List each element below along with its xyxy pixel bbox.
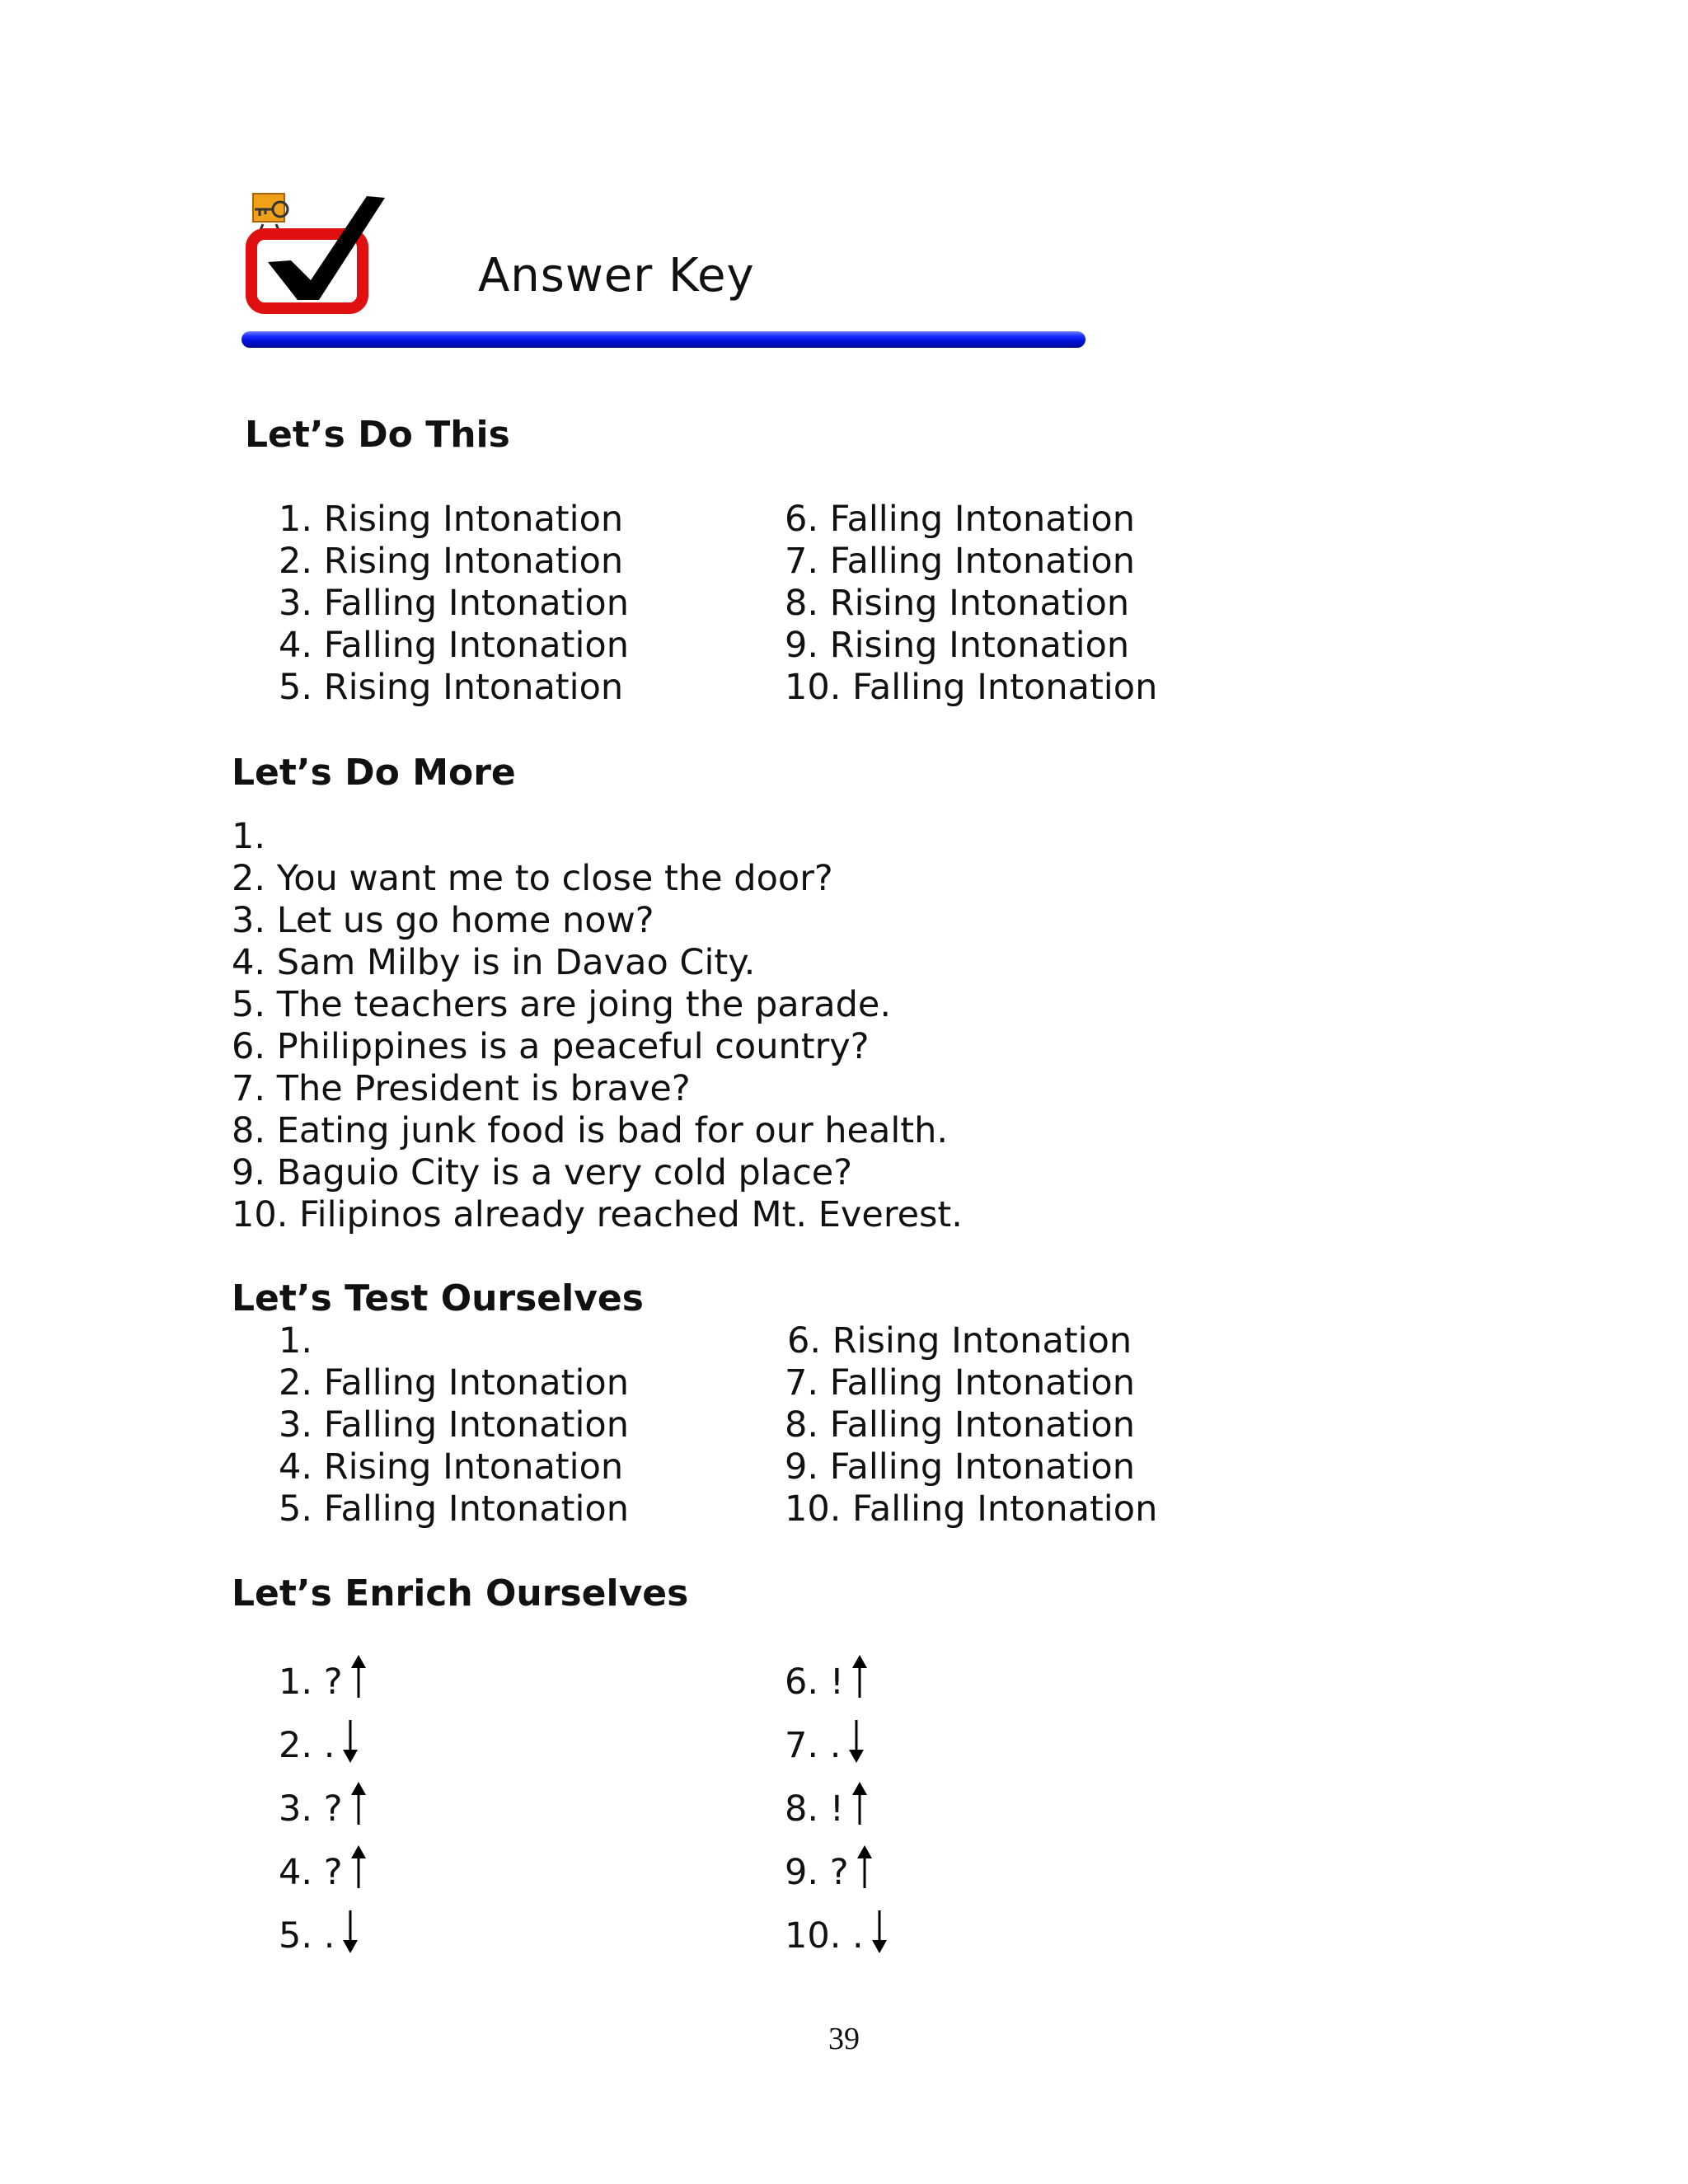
list-item	[279, 1909, 359, 1957]
section-heading-do-this: Let’s Do This	[245, 414, 510, 456]
list-item: 5. Falling Intonation	[279, 1488, 629, 1530]
list-item-label: 1. ?	[279, 1661, 343, 1703]
list-item: 3. Falling Intonation	[279, 583, 629, 624]
list-item: 9. Falling Intonation	[785, 1446, 1135, 1488]
list-item: 6. Rising Intonation	[787, 1320, 1132, 1361]
list-item: 1.	[279, 1320, 313, 1361]
list-item-label: 6. !	[785, 1661, 844, 1703]
section-heading-enrich-ourselves: Let’s Enrich Ourselves	[232, 1572, 689, 1615]
list-item: 3. Falling Intonation	[279, 1404, 629, 1446]
arrow-down-icon	[341, 1718, 359, 1763]
list-item: 6. Philippines is a peaceful country?	[232, 1026, 870, 1067]
list-item: 8. Falling Intonation	[785, 1404, 1135, 1446]
list-item-label: 9. ?	[785, 1852, 849, 1893]
page-title: Answer Key	[478, 249, 755, 302]
arrow-up-icon	[851, 1655, 869, 1699]
list-item: 9. Baguio City is a very cold place?	[232, 1152, 853, 1193]
list-item: 2. Falling Intonation	[279, 1362, 629, 1404]
list-item	[279, 1845, 368, 1891]
list-item	[279, 1782, 368, 1830]
list-item: 2. Rising Intonation	[279, 541, 624, 582]
list-item: 5. The teachers are joing the parade.	[232, 984, 892, 1025]
list-item: 10. Filipinos already reached Mt. Everest.	[232, 1194, 963, 1235]
list-item	[785, 1718, 865, 1764]
list-item: 6. Falling Intonation	[785, 499, 1135, 540]
arrow-up-icon	[851, 1782, 869, 1826]
arrow-up-icon	[349, 1782, 368, 1826]
list-item	[785, 1655, 869, 1703]
list-item-label: 10. .	[785, 1915, 864, 1957]
list-item: 8. Rising Intonation	[785, 583, 1130, 624]
arrow-up-icon	[856, 1845, 874, 1890]
list-item: 8. Eating junk food is bad for our health.	[232, 1110, 949, 1151]
arrow-up-icon	[349, 1845, 368, 1890]
list-item: 7. Falling Intonation	[785, 1362, 1135, 1404]
arrow-down-icon	[847, 1718, 865, 1763]
list-item	[785, 1909, 889, 1957]
arrow-down-icon	[341, 1909, 359, 1953]
list-item	[279, 1718, 359, 1764]
list-item: 7. The President is brave?	[232, 1068, 691, 1109]
answer-key-logo-icon	[243, 191, 392, 319]
list-item-label: 7. .	[785, 1725, 842, 1766]
list-item: 4. Falling Intonation	[279, 625, 629, 666]
list-item: 7. Falling Intonation	[785, 541, 1135, 582]
arrow-down-icon	[870, 1909, 889, 1953]
list-item: 3. Let us go home now?	[232, 900, 654, 941]
list-item-label: 3. ?	[279, 1788, 343, 1830]
page-number: 39	[828, 2022, 860, 2056]
arrow-up-icon	[349, 1655, 368, 1699]
title-divider	[241, 331, 1085, 348]
list-item: 1.	[232, 816, 266, 857]
list-item: 1. Rising Intonation	[279, 499, 624, 540]
list-item-label: 8. !	[785, 1788, 844, 1830]
list-item: 9. Rising Intonation	[785, 625, 1130, 666]
list-item-label: 4. ?	[279, 1852, 343, 1893]
list-item	[785, 1782, 869, 1830]
list-item	[785, 1845, 874, 1891]
section-heading-do-more: Let’s Do More	[232, 752, 516, 794]
list-item: 10. Falling Intonation	[785, 667, 1158, 708]
list-item	[279, 1655, 368, 1703]
list-item-label: 5. .	[279, 1915, 335, 1957]
list-item: 5. Rising Intonation	[279, 667, 624, 708]
list-item: 2. You want me to close the door?	[232, 858, 833, 899]
list-item: 4. Rising Intonation	[279, 1446, 624, 1488]
section-heading-test-ourselves: Let’s Test Ourselves	[232, 1277, 644, 1319]
list-item: 10. Falling Intonation	[785, 1488, 1158, 1530]
list-item-label: 2. .	[279, 1725, 335, 1766]
list-item: 4. Sam Milby is in Davao City.	[232, 942, 756, 983]
